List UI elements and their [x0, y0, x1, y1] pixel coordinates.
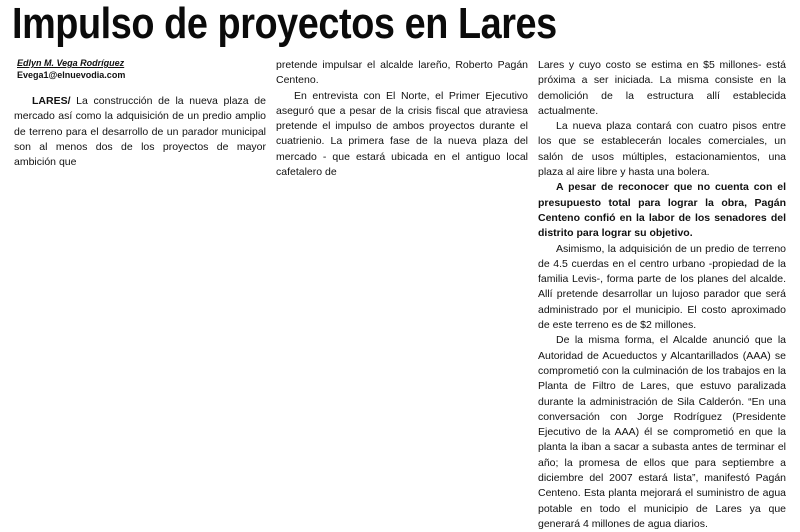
- paragraph: Lares y cuyo costo se estima en $5 millones- está próxima a ser iniciada. La misma consiste en la demolición de la estructura allí establecida actualmente.: [538, 59, 786, 117]
- paragraph: Asimismo, la adquisición de un predio de terreno de 4.5 cuerdas en el centro urbano -propiedad de la familia Levis-, forma parte de los planes del alcalde. Allí pretende desarrollar un lujoso parador que será administrado por el municipio. El costo aproximado de este terreno es de $2 millones.: [538, 242, 786, 332]
- article-column-1: [14, 94, 266, 170]
- dateline: LARES/: [32, 95, 71, 107]
- article-column-3: [538, 58, 786, 532]
- paragraph: En entrevista con El Norte, el Primer Ejecutivo aseguró que a pesar de la crisis fiscal que atraviesa pretende el impulso de ambos proyectos durante el cuatrienio. La primera fase de la nueva plaza del mercado - que estará ubicada en el antiguo local cafetalero de: [276, 89, 528, 179]
- headline: Impulso de proyectos en Lares: [12, 0, 557, 48]
- article-column-2: [276, 58, 528, 180]
- byline: [17, 57, 267, 81]
- paragraph: A pesar de reconocer que no cuenta con el presupuesto total para lograr la obra, Pagán Centeno confió en la labor de los senadores del distrito para lograr su objetivo.: [538, 181, 786, 240]
- paragraph: La nueva plaza contará con cuatro pisos entre los que se establecerán locales comerciales, un salón de usos múltiples, estacionamientos, una plaza al aire libre y hasta una bolera.: [538, 120, 786, 179]
- paragraph-text: La construcción de la nueva plaza de mercado así como la adquisición de un predio amplio de terreno para el desarrollo de un parador municipal son al menos dos de los proyectos de mayor ambición que: [14, 95, 266, 169]
- byline-author: Edlyn M. Vega Rodríguez: [17, 58, 125, 68]
- paragraph: De la misma forma, el Alcalde anunció que la Autoridad de Acueductos y Alcantarillados (AAA) se comprometió con la culminación de los trabajos en la Planta de Filtro de Lares, que estuvo paralizada durante la administración de Sila Calderón. “En una conversación con Jorge Rodríguez (Presidente Ejecutivo de la AAA) él se comprometió en que la planta la iban a sacar a subasta antes de terminar el año; la promesa de ellos que para septiembre a diciembre del 2007 estará lista”, manifestó Pagán Centeno. Esta planta mejorará el suministro de agua potable en todo el municipio de Lares ya que generará 4 millones de agua diarios.: [538, 334, 786, 530]
- paragraph: pretende impulsar el alcalde lareño, Roberto Pagán Centeno.: [276, 59, 528, 87]
- byline-email: Evega1@elnuevodia.com: [17, 70, 126, 80]
- paragraph: [14, 94, 266, 170]
